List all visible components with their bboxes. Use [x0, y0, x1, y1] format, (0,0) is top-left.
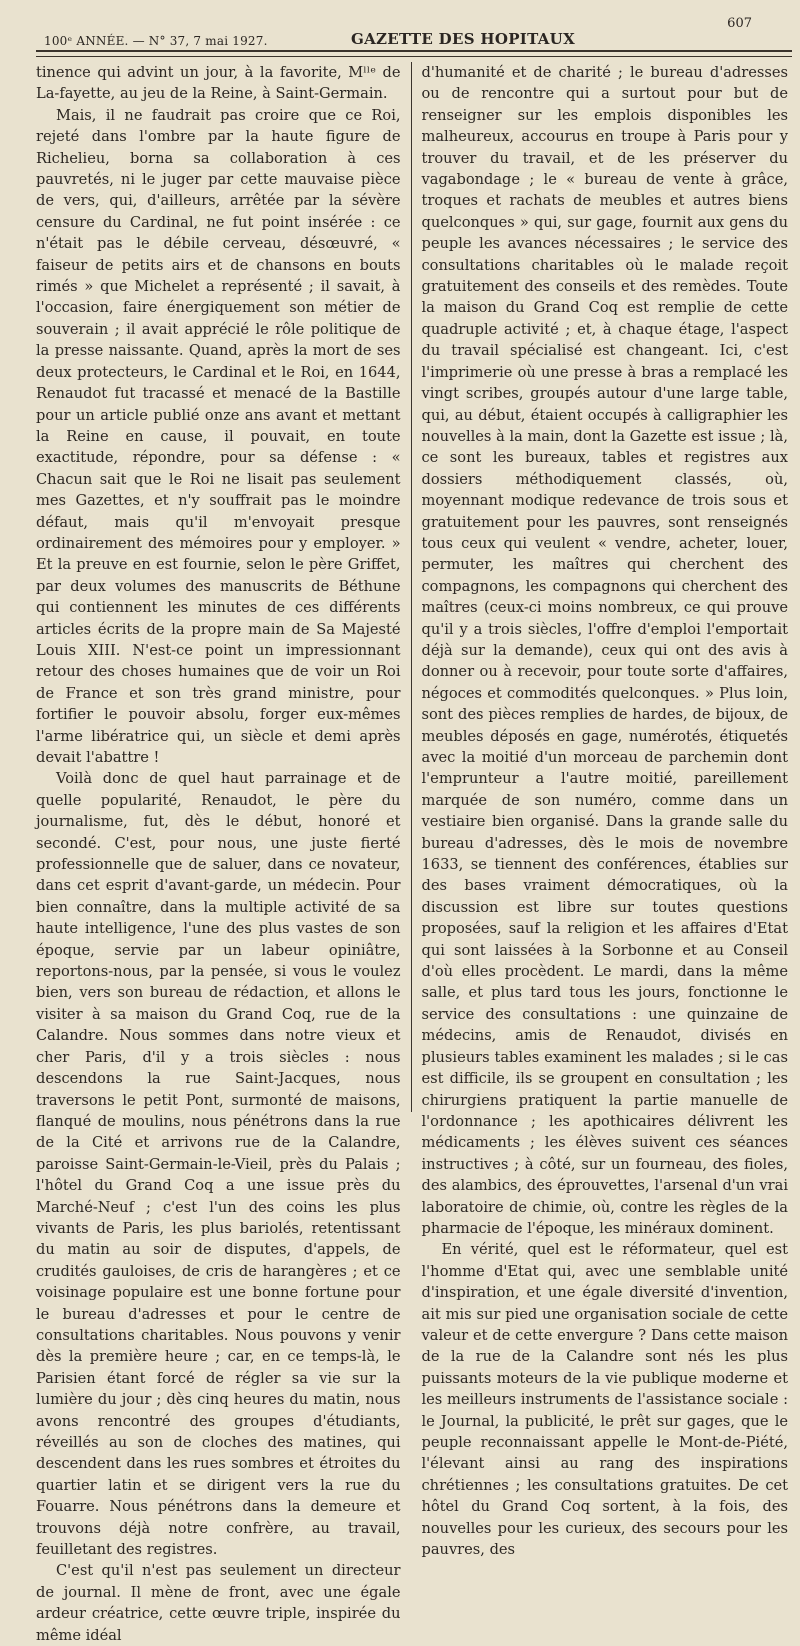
- paragraph: Mais, il ne faudrait pas croire que ce Roi, rejeté dans l'ombre par la haute figure de Richelieu, borna sa collaboration à ces pauvretés, ni le juger par cette mauvaise pièce de vers, qui, d'ailleurs, arrêtée par la sévère censure du Cardinal, ne fut point insérée : ce n'était pas le débile cerveau, désœuvré, « faiseur de petits airs et de chansons en bouts rimés » que Michelet a représenté ; il savait, à l'occasion, faire énergiquement son métier de souverain ; il avait apprécié le rôle politique de la presse naissante. Quand, après la mort de ses deux protecteurs, le Cardinal et le Roi, en 1644, Renaudot fut tracassé et menacé de la Bastille pour un article publié onze ans avant et mettant la Reine en cause, il pouvait, en toute exactitude, répondre, pour sa défense : « Chacun sait que le Roi ne lisait pas seulement mes Gazettes, et n'y souffrait pas le moindre défaut, mais qu'il m'envoyait presque ordinairement des mémoires pour y employer. » Et la preuve en est fournie, selon le père Griffet, par deux volumes des manuscrits de Béthune qui contiennent les minutes de ces différents articles écrits de la propre main de Sa Majesté Louis XIII. N'est-ce point un impressionnant retour des choses humaines que de voir un Roi de France et son très grand ministre, pour fortifier le pouvoir absolu, forger eux-mêmes l'arme libératrice qui, un siècle et demi après devait l'abattre !: [36, 106, 401, 766]
- paragraph: C'est qu'il n'est pas seulement un directeur de journal. Il mène de front, avec une égale ardeur créatrice, cette œuvre triple, inspirée du même idéal: [36, 1562, 401, 1644]
- right-column: [421, 62, 789, 1559]
- issue-line: 100ᵉ ANNÉE. — N° 37, 7 mai 1927.: [44, 34, 268, 48]
- header-rule-thick: [36, 50, 792, 52]
- header-rule-thin: [36, 56, 792, 57]
- left-column: [36, 62, 401, 1644]
- paragraph: d'humanité et de charité ; le bureau d'adresses ou de rencontre qui a surtout pour but de renseigner sur les emplois disponibles les malheureux, accourus en troupe à Paris pour y trouver du travail, et de les préserver du vagabondage ; le « bureau de vente à grâce, troques et rachats de meubles et autres biens quelconques » qui, sur gage, fournit aux gens du peuple les avances nécessaires ; le service des consultations charitables où le malade reçoit gratuitement des conseils et des remèdes. Toute la maison du Grand Coq est remplie de cette quadruple activité ; et, à chaque étage, l'aspect du travail spécialisé est changeant. Ici, c'est l'imprimerie où une presse à bras a remplacé les vingt scribes, groupés autour d'une large table, qui, au début, étaient occupés à calligraphier les nouvelles à la main, dont la Gazette est issue ; là, ce sont les bureaux, tables et registres aux dossiers méthodiquement classés, où, moyennant modique redevance de trois sous et gratuitement pour les pauvres, sont renseignés tous ceux qui veulent « vendre, acheter, louer, permuter, les maîtres qui cherchent des compagnons, les compagnons qui cherchent des maîtres (ceux-ci moins nombreux, ce qui prouve qu'il y a trois siècles, l'offre d'emploi l'emportait déjà sur la demande), ceux qui ont des avis à donner ou à recevoir, pour toute sorte d'affaires, négoces et commodités quelconques. » Plus loin, sont des pièces remplies de hardes, de bijoux, de meubles déposés en gage, numérotés, étiquetés avec la moitié d'un morceau de parchemin dont l'emprunteur a l'autre moitié, pareillement marquée de son numéro, comme dans un vestiaire bien organisé. Dans la grande salle du bureau d'adresses, dès le mois de novembre 1633, se tiennent des conférences, établies sur des bases vraiment démocratiques, où la discussion est libre sur toutes questions proposées, sauf la religion et les affaires d'Etat qui sont laissées à la Sorbonne et au Conseil d'où elles procèdent. Le mardi, dans la même salle, et plus tard tous les jours, fonctionne le service des consultations : une quinzaine de médecins, amis de Renaudot, divisés en plusieurs tables examinent les malades ; si le cas est difficile, ils se groupent en consultation ; les chirurgiens pratiquent la partie manuelle de l'ordonnance ; les apothicaires délivrent les médicaments ; les élèves suivent ces séances instructives ; à côté, sur un fourneau, des fioles, des alambics, des éprouvettes, l'arsenal d'un vrai laboratoire de chimie, où, contre les règles de la pharmacie de l'époque, les minéraux dominent.: [421, 64, 788, 1237]
- paragraph: tinence qui advint un jour, à la favorite, Mˡˡᵉ de La-fayette, au jeu de la Reine, à Saint-Germain.: [36, 64, 401, 103]
- publication-title: GAZETTE DES HOPITAUX: [351, 30, 576, 48]
- page-number: 607: [727, 16, 752, 31]
- paragraph: Voilà donc de quel haut parrainage et de quelle popularité, Renaudot, le père du journalisme, fut, dès le début, honoré et secondé. C'est, pour nous, une juste fierté professionnelle que de saluer, dans ce novateur, dans cet esprit d'avant-garde, un médecin. Pour bien connaître, dans la multiple activité de sa haute intelligence, l'une des plus vastes de son époque, servie par un labeur opiniâtre, reportons-nous, par la pensée, si vous le voulez bien, vers son bureau de rédaction, et allons le visiter à sa maison du Grand Coq, rue de la Calandre. Nous sommes dans notre vieux et cher Paris, d'il y a trois siècles : nous descendons la rue Saint-Jacques, nous traversons le petit Pont, surmonté de maisons, flanqué de moulins, nous pénétrons dans la rue de la Cité et arrivons rue de la Calandre, paroisse Saint-Germain-le-Vieil, près du Palais ; l'hôtel du Grand Coq a une issue près du Marché-Neuf ; c'est l'un des coins les plus vivants de Paris, les plus bariolés, retentissant du matin au soir de disputes, d'appels, de crudités gauloises, de cris de harangères ; et ce voisinage populaire est une bonne fortune pour le bureau d'adresses et pour le centre de consultations charitables. Nous pouvons y venir dès la première heure ; car, en ce temps-là, le Parisien étant forcé de régler sa vie sur la lumière du jour ; dès cinq heures du matin, nous avons rencontré des groupes d'étudiants, réveillés au son de cloches des matines, qui descendent dans les rues sombres et étroites du quartier latin et se dirigent vers la rue du Fouarre. Nous pénétrons dans la demeure et trouvons déjà notre confrère, au travail, feuilletant des registres.: [36, 770, 401, 1559]
- column-divider: [411, 62, 412, 1112]
- text-columns: [36, 62, 788, 1644]
- paragraph: En vérité, quel est le réformateur, quel est l'homme d'Etat qui, avec une semblable unité d'inspiration, et une égale diversité d'invention, ait mis sur pied une organisation sociale de cette valeur et de cette envergure ? Dans cette maison de la rue de la Calandre sont nés les plus puissants moteurs de la vie publique moderne et les meilleurs instruments de l'assistance sociale : le Journal, la publicité, le prêt sur gages, que le peuple reconnaissant appelle le Mont-de-Piété, l'élevant ainsi au rang des inspirations chrétiennes ; les consultations gratuites. De cet hôtel du Grand Coq sortent, à la fois, des nouvelles pour les curieux, des secours pour les pauvres, des: [421, 1241, 788, 1559]
